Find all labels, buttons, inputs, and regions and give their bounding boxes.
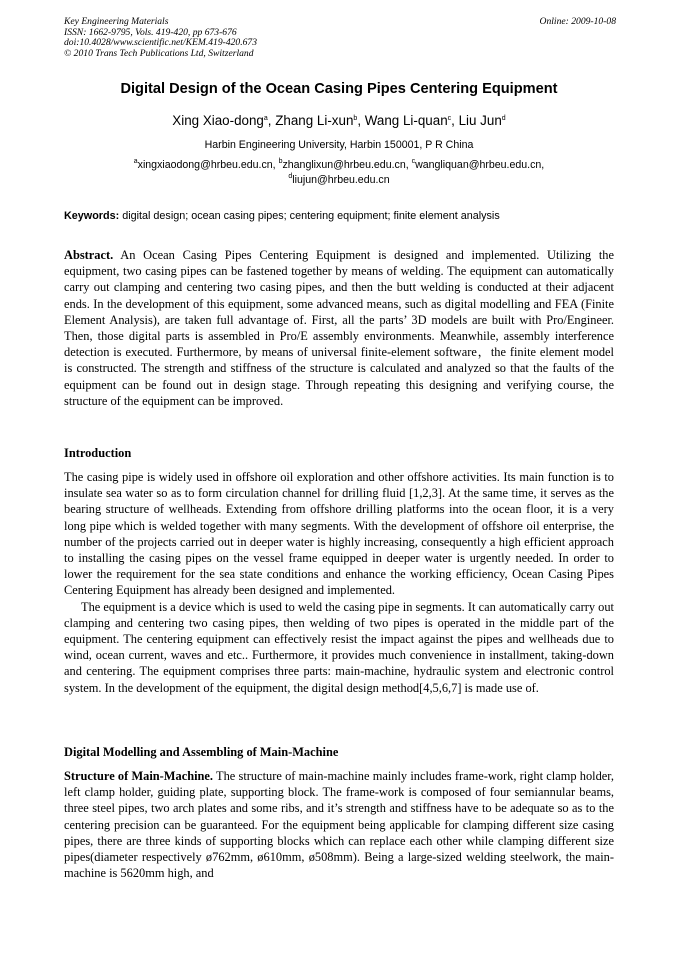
abstract-label: Abstract. (64, 248, 114, 262)
online-date: Online: 2009-10-08 (539, 16, 616, 27)
paper-title: Digital Design of the Ocean Casing Pipes Centering Equipment (120, 81, 558, 97)
keywords-label: Keywords: (64, 210, 120, 222)
section-heading: Digital Modelling and Assembling of Main-Machine (64, 745, 339, 759)
email-list (40, 158, 638, 188)
introduction-heading: Introduction (64, 446, 132, 460)
introduction-body (64, 469, 614, 696)
copyright-line: © 2010 Trans Tech Publications Ltd, Switzerland (64, 47, 254, 59)
journal-name: Key Engineering Materials (64, 16, 169, 27)
abstract-text: An Ocean Casing Pipes Centering Equipment is designed and implemented. Utilizing the equipment, two casing pipes can be fastened together by means of welding. The equipment can automatically carry out clamping and centering two casing pipes, and then the butt welding is conducted at their adjacent ends. In the development of this equipment, some advanced means, such as digital modelling and FEA (Finite Element Analysis), are taken full advantage of. First, all the parts’ 3D models are built with Pro/Engineer. Then, those digital parts is assembled in Pro/E assembly environments. Meanwhile, assembly interference detection is executed. Furthermore, by means of universal finite-element software，the finite element model is constructed. The strength and stiffness of the structure is calculated and analyzed so that the faults of the equipment can be found out in design stage. Through repeating this designing and verifying course, the structure of the equipment can be improved. (64, 248, 614, 408)
author-list (40, 113, 638, 128)
journal-header (64, 17, 616, 59)
doi-line: doi:10.4028/www.scientific.net/KEM.419-420.673 (64, 37, 258, 49)
paragraph: The casing pipe is widely used in offshore oil exploration and other offshore activities. Its main function is to insulate sea water so as to form circulation channel for drilling fluid [1,2,3]. At the same time, it serves as the bearing structure of wellheads. Extending from offshore drilling platforms into the ocean floor, it is a very long pipe which is welded together with many segments. With the development of offshore oil enterprise, the number of the projects carried out in deeper water is highly increasing, consequently a high efficient approach to installing the casing pipes on the vessel frame equipped in deeper water is urgently needed. In order to lower the requirement for the sea state conditions and enhance the working efficiency, Ocean Casing Pipes Centering Equipment has already been designed and implemented. (64, 470, 614, 598)
author: Wang Li-quan$^c$, (364, 113, 459, 128)
abstract (64, 247, 614, 409)
section-body (64, 768, 614, 881)
email-item: $^c$wangliquan@hrbeu.edu.cn, (411, 158, 545, 171)
email-item: $^d$liujun@hrbeu.edu.cn (288, 173, 390, 186)
paragraph: The equipment is a device which is used to weld the casing pipe in segments. It can automatically carry out clamping and centering two casing pipes, then welding of two pipes is operated in the middle part of the equipment. The centering equipment can effectively resist the impact against the pipes and wellheads due to wind, ocean current, waves and etc.. Furthermore, it provides much convenience in installment, taking-down and centering. The equipment comprises three parts: main-machine, hydraulic system and electronic control system. In the development of the equipment, the digital design method[4,5,6,7] is made use of. (64, 599, 614, 695)
keywords (64, 210, 616, 222)
affiliation: Harbin Engineering University, Harbin 150001, P R China (204, 139, 474, 151)
email-item: $^b$zhanglixun@hrbeu.edu.cn, (278, 158, 412, 171)
paragraph: The structure of main-machine mainly includes frame-work, right clamp holder, left clamp holder, guiding plate, supporting block. The frame-work is composed of four semiannular beams, three steel pipes, two arch plates and some ribs, and it’s strength and stiffness have to be adequate so as to the centering precision can be guaranteed. For the equipment being applicable for clamping different size casing pipes, there are three kinds of supporting blocks which can replace each other while clamping different size pipes(diameter respectively ø762mm, ø610mm, ø508mm). Being a large-sized welding steelwork, the main-machine is 5620mm high, and (64, 769, 615, 881)
issn-line: ISSN: 1662-9795, Vols. 419-420, pp 673-676 (64, 26, 237, 38)
author: Liu Jun$^d$ (458, 113, 506, 128)
subsection-label: Structure of Main-Machine. (64, 769, 214, 783)
keywords-text: digital design; ocean casing pipes; centering equipment; finite element analysis (119, 210, 500, 222)
author: Xing Xiao-dong$^a$, (172, 113, 276, 128)
email-item: $^a$xingxiaodong@hrbeu.edu.cn, (133, 158, 279, 171)
author: Zhang Li-xun$^b$, (275, 113, 365, 128)
